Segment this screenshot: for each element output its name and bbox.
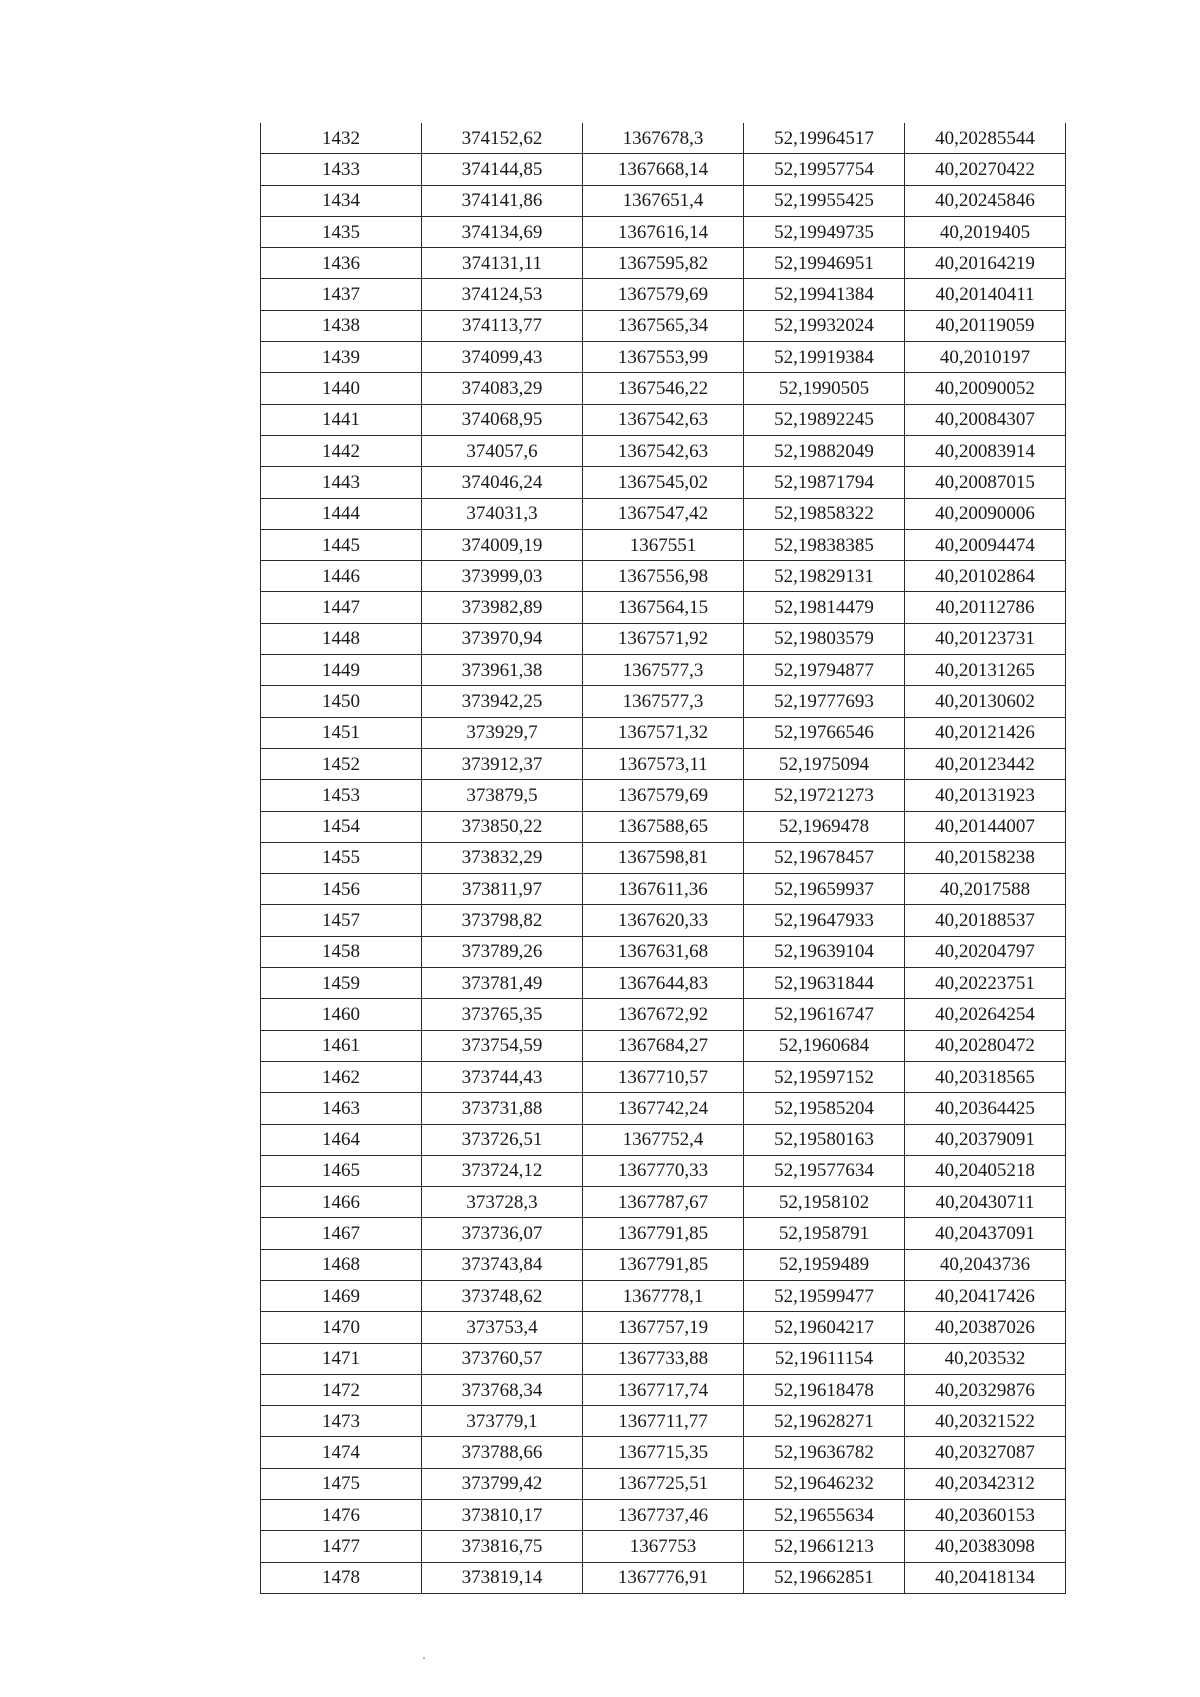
table-row [261,1531,1066,1562]
y-coordinate-cell: 1367571,32 [583,717,744,748]
table-row [261,874,1066,905]
point-number-cell: 1458 [261,936,422,967]
table-row [261,342,1066,373]
x-coordinate-cell: 373811,97 [422,874,583,905]
y-coordinate-cell: 1367778,1 [583,1280,744,1311]
point-number-cell: 1452 [261,748,422,779]
x-coordinate-cell: 373832,29 [422,842,583,873]
x-coordinate-cell: 373754,59 [422,1030,583,1061]
latitude-cell: 52,1960684 [744,1030,905,1061]
point-number-cell: 1432 [261,123,422,154]
y-coordinate-cell: 1367547,42 [583,498,744,529]
table-row [261,1343,1066,1374]
point-number-cell: 1453 [261,780,422,811]
x-coordinate-cell: 373850,22 [422,811,583,842]
latitude-cell: 52,19580163 [744,1124,905,1155]
latitude-cell: 52,1958791 [744,1218,905,1249]
point-number-cell: 1454 [261,811,422,842]
y-coordinate-cell: 1367770,33 [583,1155,744,1186]
point-number-cell: 1473 [261,1406,422,1437]
table-row [261,999,1066,1030]
longitude-cell: 40,20383098 [905,1531,1066,1562]
x-coordinate-cell: 374057,6 [422,435,583,466]
longitude-cell: 40,20418134 [905,1562,1066,1593]
table-row [261,936,1066,967]
table-row [261,1030,1066,1061]
longitude-cell: 40,203532 [905,1343,1066,1374]
table-row [261,467,1066,498]
point-number-cell: 1438 [261,310,422,341]
point-number-cell: 1464 [261,1124,422,1155]
table-row [261,529,1066,560]
point-number-cell: 1436 [261,248,422,279]
longitude-cell: 40,20094474 [905,529,1066,560]
table-row [261,154,1066,185]
y-coordinate-cell: 1367787,67 [583,1187,744,1218]
latitude-cell: 52,19611154 [744,1343,905,1374]
longitude-cell: 40,20430711 [905,1187,1066,1218]
x-coordinate-cell: 374009,19 [422,529,583,560]
x-coordinate-cell: 373798,82 [422,905,583,936]
longitude-cell: 40,20131265 [905,655,1066,686]
longitude-cell: 40,20379091 [905,1124,1066,1155]
table-row [261,1312,1066,1343]
y-coordinate-cell: 1367616,14 [583,216,744,247]
table-row [261,248,1066,279]
longitude-cell: 40,20123442 [905,748,1066,779]
table-row [261,1187,1066,1218]
latitude-cell: 52,19964517 [744,123,905,154]
scan-speck [423,1657,425,1659]
point-number-cell: 1463 [261,1093,422,1124]
table-row [261,561,1066,592]
table-row [261,1061,1066,1092]
latitude-cell: 52,19631844 [744,968,905,999]
latitude-cell: 52,19628271 [744,1406,905,1437]
point-number-cell: 1476 [261,1500,422,1531]
latitude-cell: 52,19794877 [744,655,905,686]
point-number-cell: 1459 [261,968,422,999]
table-row [261,123,1066,154]
longitude-cell: 40,20188537 [905,905,1066,936]
table-row [261,373,1066,404]
coordinates-table-body [261,123,1066,1593]
x-coordinate-cell: 373929,7 [422,717,583,748]
table-row [261,279,1066,310]
table-row [261,1280,1066,1311]
y-coordinate-cell: 1367678,3 [583,123,744,154]
x-coordinate-cell: 373879,5 [422,780,583,811]
longitude-cell: 40,2043736 [905,1249,1066,1280]
latitude-cell: 52,1959489 [744,1249,905,1280]
latitude-cell: 52,19892245 [744,404,905,435]
longitude-cell: 40,20164219 [905,248,1066,279]
point-number-cell: 1441 [261,404,422,435]
x-coordinate-cell: 373731,88 [422,1093,583,1124]
x-coordinate-cell: 373760,57 [422,1343,583,1374]
longitude-cell: 40,20102864 [905,561,1066,592]
longitude-cell: 40,20087015 [905,467,1066,498]
latitude-cell: 52,19932024 [744,310,905,341]
point-number-cell: 1475 [261,1468,422,1499]
y-coordinate-cell: 1367611,36 [583,874,744,905]
x-coordinate-cell: 373942,25 [422,686,583,717]
x-coordinate-cell: 373789,26 [422,936,583,967]
x-coordinate-cell: 374152,62 [422,123,583,154]
point-number-cell: 1478 [261,1562,422,1593]
table-row [261,216,1066,247]
x-coordinate-cell: 373781,49 [422,968,583,999]
x-coordinate-cell: 374031,3 [422,498,583,529]
longitude-cell: 40,20437091 [905,1218,1066,1249]
latitude-cell: 52,19766546 [744,717,905,748]
longitude-cell: 40,20417426 [905,1280,1066,1311]
longitude-cell: 40,20270422 [905,154,1066,185]
y-coordinate-cell: 1367672,92 [583,999,744,1030]
point-number-cell: 1471 [261,1343,422,1374]
table-row [261,1124,1066,1155]
longitude-cell: 40,2019405 [905,216,1066,247]
x-coordinate-cell: 373970,94 [422,623,583,654]
y-coordinate-cell: 1367542,63 [583,404,744,435]
latitude-cell: 52,19618478 [744,1374,905,1405]
y-coordinate-cell: 1367710,57 [583,1061,744,1092]
x-coordinate-cell: 373724,12 [422,1155,583,1186]
y-coordinate-cell: 1367776,91 [583,1562,744,1593]
longitude-cell: 40,2010197 [905,342,1066,373]
longitude-cell: 40,20280472 [905,1030,1066,1061]
point-number-cell: 1457 [261,905,422,936]
point-number-cell: 1472 [261,1374,422,1405]
longitude-cell: 40,20158238 [905,842,1066,873]
latitude-cell: 52,19599477 [744,1280,905,1311]
latitude-cell: 52,19829131 [744,561,905,592]
latitude-cell: 52,19882049 [744,435,905,466]
latitude-cell: 52,19585204 [744,1093,905,1124]
x-coordinate-cell: 374099,43 [422,342,583,373]
point-number-cell: 1462 [261,1061,422,1092]
longitude-cell: 40,20140411 [905,279,1066,310]
y-coordinate-cell: 1367588,65 [583,811,744,842]
longitude-cell: 40,20387026 [905,1312,1066,1343]
point-number-cell: 1461 [261,1030,422,1061]
x-coordinate-cell: 374046,24 [422,467,583,498]
table-row [261,686,1066,717]
table-row [261,1249,1066,1280]
coordinates-table [260,123,1066,1594]
latitude-cell: 52,19616747 [744,999,905,1030]
point-number-cell: 1465 [261,1155,422,1186]
x-coordinate-cell: 373748,62 [422,1280,583,1311]
point-number-cell: 1456 [261,874,422,905]
x-coordinate-cell: 373753,4 [422,1312,583,1343]
y-coordinate-cell: 1367668,14 [583,154,744,185]
latitude-cell: 52,19678457 [744,842,905,873]
point-number-cell: 1445 [261,529,422,560]
y-coordinate-cell: 1367553,99 [583,342,744,373]
y-coordinate-cell: 1367579,69 [583,780,744,811]
point-number-cell: 1442 [261,435,422,466]
x-coordinate-cell: 373728,3 [422,1187,583,1218]
y-coordinate-cell: 1367598,81 [583,842,744,873]
table-row [261,1500,1066,1531]
y-coordinate-cell: 1367753 [583,1531,744,1562]
y-coordinate-cell: 1367595,82 [583,248,744,279]
table-row [261,811,1066,842]
y-coordinate-cell: 1367564,15 [583,592,744,623]
x-coordinate-cell: 373961,38 [422,655,583,686]
y-coordinate-cell: 1367644,83 [583,968,744,999]
x-coordinate-cell: 373912,37 [422,748,583,779]
longitude-cell: 40,20245846 [905,185,1066,216]
table-row [261,435,1066,466]
longitude-cell: 40,20364425 [905,1093,1066,1124]
table-row [261,1468,1066,1499]
y-coordinate-cell: 1367542,63 [583,435,744,466]
latitude-cell: 52,19919384 [744,342,905,373]
y-coordinate-cell: 1367711,77 [583,1406,744,1437]
x-coordinate-cell: 373779,1 [422,1406,583,1437]
x-coordinate-cell: 373736,07 [422,1218,583,1249]
y-coordinate-cell: 1367579,69 [583,279,744,310]
table-row [261,655,1066,686]
point-number-cell: 1474 [261,1437,422,1468]
y-coordinate-cell: 1367545,02 [583,467,744,498]
table-row [261,623,1066,654]
longitude-cell: 40,20318565 [905,1061,1066,1092]
longitude-cell: 40,20204797 [905,936,1066,967]
table-row [261,498,1066,529]
latitude-cell: 52,19655634 [744,1500,905,1531]
latitude-cell: 52,19659937 [744,874,905,905]
table-row [261,1218,1066,1249]
latitude-cell: 52,1975094 [744,748,905,779]
longitude-cell: 40,20321522 [905,1406,1066,1437]
latitude-cell: 52,19955425 [744,185,905,216]
y-coordinate-cell: 1367565,34 [583,310,744,341]
latitude-cell: 52,1990505 [744,373,905,404]
longitude-cell: 40,20144007 [905,811,1066,842]
latitude-cell: 52,19636782 [744,1437,905,1468]
y-coordinate-cell: 1367573,11 [583,748,744,779]
x-coordinate-cell: 374124,53 [422,279,583,310]
longitude-cell: 40,20405218 [905,1155,1066,1186]
longitude-cell: 40,20285544 [905,123,1066,154]
point-number-cell: 1468 [261,1249,422,1280]
point-number-cell: 1466 [261,1187,422,1218]
x-coordinate-cell: 374068,95 [422,404,583,435]
latitude-cell: 52,19604217 [744,1312,905,1343]
longitude-cell: 40,20264254 [905,999,1066,1030]
latitude-cell: 52,19662851 [744,1562,905,1593]
longitude-cell: 40,20342312 [905,1468,1066,1499]
longitude-cell: 40,20223751 [905,968,1066,999]
table-row [261,1437,1066,1468]
point-number-cell: 1469 [261,1280,422,1311]
table-row [261,185,1066,216]
point-number-cell: 1477 [261,1531,422,1562]
y-coordinate-cell: 1367577,3 [583,686,744,717]
y-coordinate-cell: 1367742,24 [583,1093,744,1124]
point-number-cell: 1435 [261,216,422,247]
table-row [261,1562,1066,1593]
longitude-cell: 40,2017588 [905,874,1066,905]
table-row [261,968,1066,999]
x-coordinate-cell: 373765,35 [422,999,583,1030]
latitude-cell: 52,19661213 [744,1531,905,1562]
x-coordinate-cell: 373819,14 [422,1562,583,1593]
longitude-cell: 40,20131923 [905,780,1066,811]
longitude-cell: 40,20112786 [905,592,1066,623]
y-coordinate-cell: 1367717,74 [583,1374,744,1405]
longitude-cell: 40,20360153 [905,1500,1066,1531]
table-row [261,717,1066,748]
latitude-cell: 52,19941384 [744,279,905,310]
latitude-cell: 52,19577634 [744,1155,905,1186]
y-coordinate-cell: 1367577,3 [583,655,744,686]
longitude-cell: 40,20130602 [905,686,1066,717]
point-number-cell: 1460 [261,999,422,1030]
longitude-cell: 40,20119059 [905,310,1066,341]
x-coordinate-cell: 374131,11 [422,248,583,279]
table-row [261,310,1066,341]
point-number-cell: 1449 [261,655,422,686]
x-coordinate-cell: 373810,17 [422,1500,583,1531]
y-coordinate-cell: 1367752,4 [583,1124,744,1155]
point-number-cell: 1437 [261,279,422,310]
y-coordinate-cell: 1367733,88 [583,1343,744,1374]
longitude-cell: 40,20121426 [905,717,1066,748]
table-row [261,1374,1066,1405]
point-number-cell: 1448 [261,623,422,654]
x-coordinate-cell: 374083,29 [422,373,583,404]
table-row [261,592,1066,623]
longitude-cell: 40,20083914 [905,435,1066,466]
y-coordinate-cell: 1367551 [583,529,744,560]
latitude-cell: 52,19871794 [744,467,905,498]
x-coordinate-cell: 374141,86 [422,185,583,216]
x-coordinate-cell: 373999,03 [422,561,583,592]
table-row [261,1155,1066,1186]
latitude-cell: 52,19838385 [744,529,905,560]
latitude-cell: 52,1969478 [744,811,905,842]
x-coordinate-cell: 373799,42 [422,1468,583,1499]
y-coordinate-cell: 1367737,46 [583,1500,744,1531]
point-number-cell: 1440 [261,373,422,404]
latitude-cell: 52,19803579 [744,623,905,654]
x-coordinate-cell: 374134,69 [422,216,583,247]
latitude-cell: 52,19721273 [744,780,905,811]
table-row [261,748,1066,779]
point-number-cell: 1447 [261,592,422,623]
latitude-cell: 52,19814479 [744,592,905,623]
point-number-cell: 1455 [261,842,422,873]
table-row [261,842,1066,873]
y-coordinate-cell: 1367791,85 [583,1249,744,1280]
latitude-cell: 52,1958102 [744,1187,905,1218]
y-coordinate-cell: 1367546,22 [583,373,744,404]
longitude-cell: 40,20327087 [905,1437,1066,1468]
latitude-cell: 52,19646232 [744,1468,905,1499]
longitude-cell: 40,20123731 [905,623,1066,654]
y-coordinate-cell: 1367725,51 [583,1468,744,1499]
longitude-cell: 40,20084307 [905,404,1066,435]
x-coordinate-cell: 373743,84 [422,1249,583,1280]
longitude-cell: 40,20090006 [905,498,1066,529]
x-coordinate-cell: 374113,77 [422,310,583,341]
table-row [261,780,1066,811]
point-number-cell: 1467 [261,1218,422,1249]
x-coordinate-cell: 374144,85 [422,154,583,185]
point-number-cell: 1451 [261,717,422,748]
latitude-cell: 52,19946951 [744,248,905,279]
latitude-cell: 52,19597152 [744,1061,905,1092]
y-coordinate-cell: 1367757,19 [583,1312,744,1343]
y-coordinate-cell: 1367715,35 [583,1437,744,1468]
point-number-cell: 1444 [261,498,422,529]
point-number-cell: 1439 [261,342,422,373]
latitude-cell: 52,19949735 [744,216,905,247]
x-coordinate-cell: 373726,51 [422,1124,583,1155]
y-coordinate-cell: 1367631,68 [583,936,744,967]
y-coordinate-cell: 1367620,33 [583,905,744,936]
point-number-cell: 1446 [261,561,422,592]
table-row [261,404,1066,435]
y-coordinate-cell: 1367791,85 [583,1218,744,1249]
latitude-cell: 52,19639104 [744,936,905,967]
point-number-cell: 1470 [261,1312,422,1343]
y-coordinate-cell: 1367556,98 [583,561,744,592]
x-coordinate-cell: 373744,43 [422,1061,583,1092]
point-number-cell: 1450 [261,686,422,717]
x-coordinate-cell: 373768,34 [422,1374,583,1405]
point-number-cell: 1443 [261,467,422,498]
latitude-cell: 52,19647933 [744,905,905,936]
longitude-cell: 40,20090052 [905,373,1066,404]
latitude-cell: 52,19957754 [744,154,905,185]
latitude-cell: 52,19777693 [744,686,905,717]
y-coordinate-cell: 1367571,92 [583,623,744,654]
point-number-cell: 1434 [261,185,422,216]
longitude-cell: 40,20329876 [905,1374,1066,1405]
point-number-cell: 1433 [261,154,422,185]
x-coordinate-cell: 373982,89 [422,592,583,623]
table-row [261,1406,1066,1437]
y-coordinate-cell: 1367651,4 [583,185,744,216]
x-coordinate-cell: 373788,66 [422,1437,583,1468]
latitude-cell: 52,19858322 [744,498,905,529]
table-row [261,1093,1066,1124]
y-coordinate-cell: 1367684,27 [583,1030,744,1061]
table-row [261,905,1066,936]
x-coordinate-cell: 373816,75 [422,1531,583,1562]
